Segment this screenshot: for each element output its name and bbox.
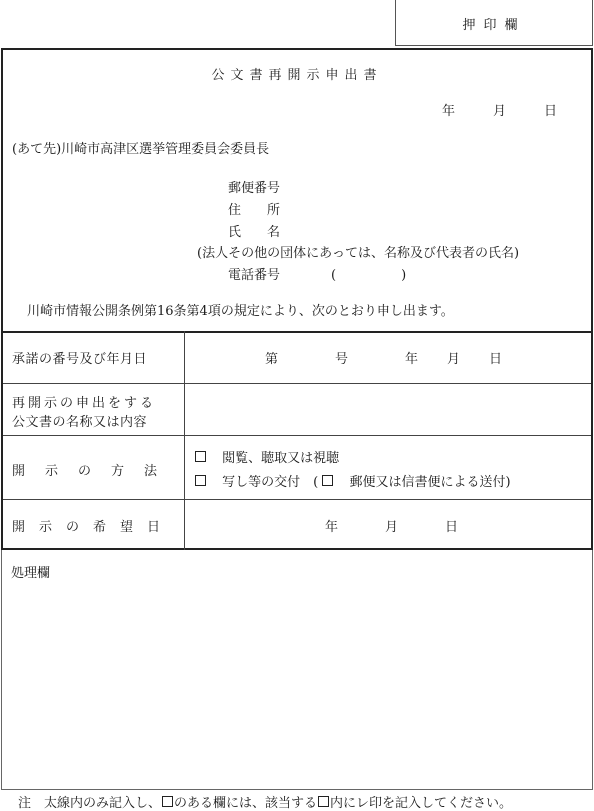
option-mail-label: 郵便又は信書便による送付) xyxy=(349,475,511,490)
preferred-date-label: 開示の希望日 xyxy=(12,520,175,535)
footnote-middle: のある欄には、該当する xyxy=(174,796,318,811)
processing-box xyxy=(1,550,593,790)
checkbox-symbol xyxy=(162,796,173,807)
stamp-box xyxy=(395,0,593,46)
checkbox-symbol xyxy=(318,796,329,807)
address-label[interactable]: 住 所 xyxy=(228,203,281,218)
document-name-label-line1: 再開示の申出をする xyxy=(12,396,157,411)
addressee: (あて先)川崎市高津区選挙管理委員会委員長 xyxy=(12,142,270,157)
option-viewing-label: 閲覧、聴取又は視聴 xyxy=(222,451,340,466)
request-form xyxy=(1,48,593,550)
preferred-date-field[interactable]: 年 月 日 xyxy=(325,520,461,535)
approval-number-field[interactable]: 第 号 年 月 日 xyxy=(265,352,504,367)
stamp-label: 押印欄 xyxy=(462,18,526,33)
row-divider xyxy=(3,435,591,436)
form-title: 公文書再開示申出書 xyxy=(211,68,383,83)
table-top-line xyxy=(3,331,591,333)
footnote xyxy=(18,792,512,811)
document-name-field[interactable] xyxy=(187,386,589,432)
statement: 川崎市情報公開条例第16条第4項の規定により、次のとおり申し出ます。 xyxy=(27,304,454,319)
option-viewing[interactable] xyxy=(195,447,339,466)
footnote-prefix: 注 太線内のみ記入し、 xyxy=(18,796,162,811)
footnote-suffix: 内にレ印を記入してください。 xyxy=(330,796,513,811)
checkbox[interactable] xyxy=(195,451,206,462)
option-copy-label: 写し等の交付 ( xyxy=(222,475,319,490)
checkbox[interactable] xyxy=(322,475,333,486)
phone-parentheses: ( ) xyxy=(331,268,407,283)
document-name-label-line2: 公文書の名称又は内容 xyxy=(12,415,148,430)
processing-label: 処理欄 xyxy=(11,566,51,581)
postal-code-label[interactable]: 郵便番号 xyxy=(228,181,281,196)
row-divider xyxy=(3,499,591,500)
disclosure-method-label: 開示の方法 xyxy=(12,464,178,479)
date-line[interactable]: 年 月 日 xyxy=(441,104,561,119)
corporate-note: (法人その他の団体にあっては、名称及び代表者の氏名) xyxy=(197,246,520,261)
checkbox[interactable] xyxy=(195,475,206,486)
option-copy[interactable] xyxy=(195,471,511,490)
approval-number-label: 承諾の番号及び年月日 xyxy=(12,352,148,367)
name-label[interactable]: 氏 名 xyxy=(228,225,281,240)
row-divider xyxy=(3,383,591,384)
phone-label[interactable]: 電話番号 xyxy=(228,268,281,283)
